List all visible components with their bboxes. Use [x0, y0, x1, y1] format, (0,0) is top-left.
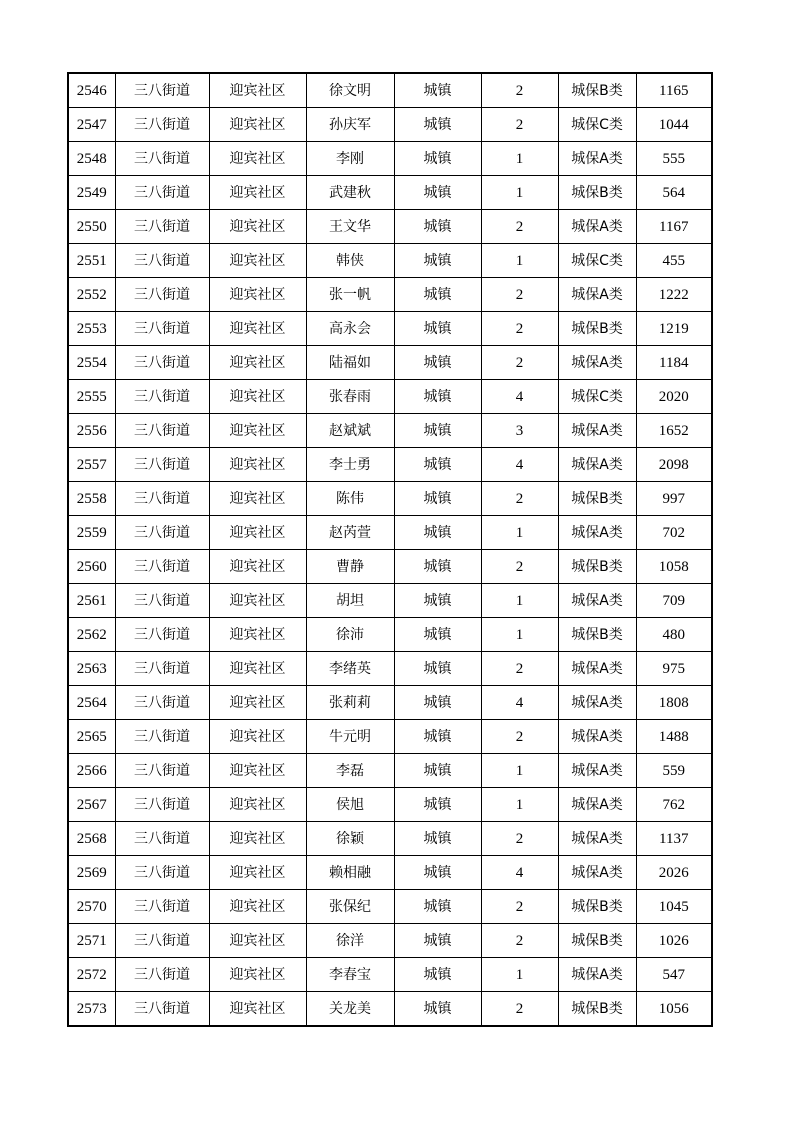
- row-number-cell: 2570: [68, 890, 115, 924]
- name-cell: 赵斌斌: [306, 414, 394, 448]
- row-number-cell: 2551: [68, 244, 115, 278]
- category-cell: 城保B类: [558, 992, 636, 1027]
- community-cell: 迎宾社区: [209, 584, 306, 618]
- subdistrict-cell: 三八街道: [115, 414, 209, 448]
- table-row: [68, 448, 712, 482]
- table-row: [68, 244, 712, 278]
- subdistrict-cell: 三八街道: [115, 924, 209, 958]
- category-cell: 城保A类: [558, 346, 636, 380]
- amount-cell: 2098: [636, 448, 712, 482]
- amount-cell: 1652: [636, 414, 712, 448]
- table-row: [68, 414, 712, 448]
- household-size-cell: 4: [481, 448, 558, 482]
- subdistrict-cell: 三八街道: [115, 73, 209, 108]
- area-type-cell: 城镇: [394, 584, 481, 618]
- subdistrict-cell: 三八街道: [115, 788, 209, 822]
- community-cell: 迎宾社区: [209, 516, 306, 550]
- area-type-cell: 城镇: [394, 550, 481, 584]
- name-cell: 高永会: [306, 312, 394, 346]
- row-number-cell: 2556: [68, 414, 115, 448]
- name-cell: 赖相融: [306, 856, 394, 890]
- household-size-cell: 1: [481, 142, 558, 176]
- name-cell: 徐文明: [306, 73, 394, 108]
- name-cell: 侯旭: [306, 788, 394, 822]
- area-type-cell: 城镇: [394, 73, 481, 108]
- community-cell: 迎宾社区: [209, 278, 306, 312]
- subdistrict-cell: 三八街道: [115, 108, 209, 142]
- category-cell: 城保B类: [558, 176, 636, 210]
- category-cell: 城保C类: [558, 108, 636, 142]
- amount-cell: 480: [636, 618, 712, 652]
- name-cell: 牛元明: [306, 720, 394, 754]
- table-row: [68, 924, 712, 958]
- row-number-cell: 2566: [68, 754, 115, 788]
- household-size-cell: 1: [481, 584, 558, 618]
- table-row: [68, 958, 712, 992]
- community-cell: 迎宾社区: [209, 176, 306, 210]
- category-cell: 城保A类: [558, 278, 636, 312]
- household-size-cell: 2: [481, 652, 558, 686]
- household-size-cell: 2: [481, 890, 558, 924]
- community-cell: 迎宾社区: [209, 108, 306, 142]
- community-cell: 迎宾社区: [209, 754, 306, 788]
- subdistrict-cell: 三八街道: [115, 244, 209, 278]
- community-cell: 迎宾社区: [209, 482, 306, 516]
- row-number-cell: 2553: [68, 312, 115, 346]
- subdistrict-cell: 三八街道: [115, 618, 209, 652]
- household-size-cell: 1: [481, 244, 558, 278]
- category-cell: 城保A类: [558, 686, 636, 720]
- area-type-cell: 城镇: [394, 312, 481, 346]
- table-row: [68, 73, 712, 108]
- subdistrict-cell: 三八街道: [115, 482, 209, 516]
- table-row: [68, 482, 712, 516]
- community-cell: 迎宾社区: [209, 448, 306, 482]
- category-cell: 城保A类: [558, 720, 636, 754]
- category-cell: 城保A类: [558, 584, 636, 618]
- category-cell: 城保A类: [558, 448, 636, 482]
- amount-cell: 2026: [636, 856, 712, 890]
- household-size-cell: 1: [481, 788, 558, 822]
- category-cell: 城保B类: [558, 482, 636, 516]
- amount-cell: 1184: [636, 346, 712, 380]
- area-type-cell: 城镇: [394, 142, 481, 176]
- community-cell: 迎宾社区: [209, 73, 306, 108]
- name-cell: 孙庆军: [306, 108, 394, 142]
- row-number-cell: 2567: [68, 788, 115, 822]
- category-cell: 城保A类: [558, 822, 636, 856]
- community-cell: 迎宾社区: [209, 142, 306, 176]
- name-cell: 张一帆: [306, 278, 394, 312]
- amount-cell: 455: [636, 244, 712, 278]
- area-type-cell: 城镇: [394, 822, 481, 856]
- household-size-cell: 2: [481, 73, 558, 108]
- row-number-cell: 2550: [68, 210, 115, 244]
- name-cell: 李春宝: [306, 958, 394, 992]
- area-type-cell: 城镇: [394, 890, 481, 924]
- amount-cell: 1026: [636, 924, 712, 958]
- category-cell: 城保A类: [558, 142, 636, 176]
- subdistrict-cell: 三八街道: [115, 686, 209, 720]
- name-cell: 李刚: [306, 142, 394, 176]
- table-row: [68, 380, 712, 414]
- household-size-cell: 2: [481, 312, 558, 346]
- amount-cell: 555: [636, 142, 712, 176]
- name-cell: 李绪英: [306, 652, 394, 686]
- community-cell: 迎宾社区: [209, 210, 306, 244]
- amount-cell: 1165: [636, 73, 712, 108]
- household-size-cell: 4: [481, 686, 558, 720]
- row-number-cell: 2555: [68, 380, 115, 414]
- name-cell: 徐洋: [306, 924, 394, 958]
- row-number-cell: 2560: [68, 550, 115, 584]
- household-size-cell: 1: [481, 754, 558, 788]
- household-size-cell: 1: [481, 618, 558, 652]
- area-type-cell: 城镇: [394, 176, 481, 210]
- row-number-cell: 2562: [68, 618, 115, 652]
- amount-cell: 1488: [636, 720, 712, 754]
- amount-cell: 1056: [636, 992, 712, 1027]
- community-cell: 迎宾社区: [209, 788, 306, 822]
- area-type-cell: 城镇: [394, 448, 481, 482]
- community-cell: 迎宾社区: [209, 618, 306, 652]
- subdistrict-cell: 三八街道: [115, 312, 209, 346]
- row-number-cell: 2559: [68, 516, 115, 550]
- table-row: [68, 176, 712, 210]
- row-number-cell: 2549: [68, 176, 115, 210]
- table-row: [68, 992, 712, 1027]
- table-row: [68, 822, 712, 856]
- household-size-cell: 2: [481, 278, 558, 312]
- subdistrict-cell: 三八街道: [115, 210, 209, 244]
- name-cell: 韩侠: [306, 244, 394, 278]
- area-type-cell: 城镇: [394, 482, 481, 516]
- subdistrict-cell: 三八街道: [115, 890, 209, 924]
- community-cell: 迎宾社区: [209, 686, 306, 720]
- household-size-cell: 4: [481, 380, 558, 414]
- category-cell: 城保B类: [558, 73, 636, 108]
- community-cell: 迎宾社区: [209, 652, 306, 686]
- household-size-cell: 2: [481, 822, 558, 856]
- table-row: [68, 210, 712, 244]
- amount-cell: 997: [636, 482, 712, 516]
- table-row: [68, 686, 712, 720]
- table-row: [68, 142, 712, 176]
- area-type-cell: 城镇: [394, 856, 481, 890]
- name-cell: 李磊: [306, 754, 394, 788]
- area-type-cell: 城镇: [394, 618, 481, 652]
- area-type-cell: 城镇: [394, 754, 481, 788]
- category-cell: 城保B类: [558, 550, 636, 584]
- row-number-cell: 2561: [68, 584, 115, 618]
- amount-cell: 1045: [636, 890, 712, 924]
- table-row: [68, 788, 712, 822]
- name-cell: 陈伟: [306, 482, 394, 516]
- subdistrict-cell: 三八街道: [115, 278, 209, 312]
- category-cell: 城保A类: [558, 754, 636, 788]
- household-size-cell: 2: [481, 482, 558, 516]
- household-size-cell: 1: [481, 176, 558, 210]
- household-size-cell: 2: [481, 550, 558, 584]
- table-row: [68, 856, 712, 890]
- category-cell: 城保C类: [558, 380, 636, 414]
- records-table: [67, 72, 713, 1027]
- row-number-cell: 2565: [68, 720, 115, 754]
- subdistrict-cell: 三八街道: [115, 176, 209, 210]
- amount-cell: 547: [636, 958, 712, 992]
- area-type-cell: 城镇: [394, 686, 481, 720]
- row-number-cell: 2546: [68, 73, 115, 108]
- table-row: [68, 720, 712, 754]
- household-size-cell: 2: [481, 210, 558, 244]
- household-size-cell: 1: [481, 958, 558, 992]
- area-type-cell: 城镇: [394, 652, 481, 686]
- subdistrict-cell: 三八街道: [115, 720, 209, 754]
- amount-cell: 1808: [636, 686, 712, 720]
- area-type-cell: 城镇: [394, 516, 481, 550]
- subdistrict-cell: 三八街道: [115, 584, 209, 618]
- subdistrict-cell: 三八街道: [115, 822, 209, 856]
- household-size-cell: 2: [481, 720, 558, 754]
- amount-cell: 1058: [636, 550, 712, 584]
- name-cell: 赵芮萱: [306, 516, 394, 550]
- row-number-cell: 2568: [68, 822, 115, 856]
- amount-cell: 559: [636, 754, 712, 788]
- row-number-cell: 2572: [68, 958, 115, 992]
- table-row: [68, 584, 712, 618]
- name-cell: 李士勇: [306, 448, 394, 482]
- row-number-cell: 2558: [68, 482, 115, 516]
- amount-cell: 2020: [636, 380, 712, 414]
- amount-cell: 1167: [636, 210, 712, 244]
- table-row: [68, 550, 712, 584]
- category-cell: 城保A类: [558, 788, 636, 822]
- row-number-cell: 2552: [68, 278, 115, 312]
- amount-cell: 564: [636, 176, 712, 210]
- category-cell: 城保A类: [558, 516, 636, 550]
- name-cell: 陆福如: [306, 346, 394, 380]
- row-number-cell: 2569: [68, 856, 115, 890]
- subdistrict-cell: 三八街道: [115, 754, 209, 788]
- household-size-cell: 4: [481, 856, 558, 890]
- subdistrict-cell: 三八街道: [115, 958, 209, 992]
- name-cell: 徐沛: [306, 618, 394, 652]
- area-type-cell: 城镇: [394, 958, 481, 992]
- community-cell: 迎宾社区: [209, 856, 306, 890]
- household-size-cell: 3: [481, 414, 558, 448]
- row-number-cell: 2571: [68, 924, 115, 958]
- subdistrict-cell: 三八街道: [115, 516, 209, 550]
- amount-cell: 1137: [636, 822, 712, 856]
- area-type-cell: 城镇: [394, 210, 481, 244]
- community-cell: 迎宾社区: [209, 992, 306, 1027]
- category-cell: 城保A类: [558, 958, 636, 992]
- subdistrict-cell: 三八街道: [115, 992, 209, 1027]
- household-size-cell: 2: [481, 346, 558, 380]
- area-type-cell: 城镇: [394, 992, 481, 1027]
- community-cell: 迎宾社区: [209, 414, 306, 448]
- amount-cell: 975: [636, 652, 712, 686]
- name-cell: 徐颖: [306, 822, 394, 856]
- community-cell: 迎宾社区: [209, 312, 306, 346]
- name-cell: 王文华: [306, 210, 394, 244]
- subdistrict-cell: 三八街道: [115, 856, 209, 890]
- amount-cell: 1044: [636, 108, 712, 142]
- name-cell: 张莉莉: [306, 686, 394, 720]
- subdistrict-cell: 三八街道: [115, 380, 209, 414]
- amount-cell: 709: [636, 584, 712, 618]
- category-cell: 城保B类: [558, 890, 636, 924]
- amount-cell: 1219: [636, 312, 712, 346]
- household-size-cell: 2: [481, 108, 558, 142]
- category-cell: 城保A类: [558, 856, 636, 890]
- community-cell: 迎宾社区: [209, 380, 306, 414]
- area-type-cell: 城镇: [394, 278, 481, 312]
- name-cell: 曹静: [306, 550, 394, 584]
- table-row: [68, 516, 712, 550]
- table-row: [68, 346, 712, 380]
- subdistrict-cell: 三八街道: [115, 652, 209, 686]
- subdistrict-cell: 三八街道: [115, 550, 209, 584]
- table-row: [68, 108, 712, 142]
- household-size-cell: 1: [481, 516, 558, 550]
- community-cell: 迎宾社区: [209, 890, 306, 924]
- row-number-cell: 2564: [68, 686, 115, 720]
- subdistrict-cell: 三八街道: [115, 142, 209, 176]
- area-type-cell: 城镇: [394, 244, 481, 278]
- area-type-cell: 城镇: [394, 414, 481, 448]
- household-size-cell: 2: [481, 924, 558, 958]
- table-row: [68, 890, 712, 924]
- table-body: [68, 73, 712, 1026]
- row-number-cell: 2547: [68, 108, 115, 142]
- name-cell: 张春雨: [306, 380, 394, 414]
- name-cell: 关龙美: [306, 992, 394, 1027]
- category-cell: 城保C类: [558, 244, 636, 278]
- amount-cell: 702: [636, 516, 712, 550]
- name-cell: 胡坦: [306, 584, 394, 618]
- table-row: [68, 278, 712, 312]
- area-type-cell: 城镇: [394, 720, 481, 754]
- community-cell: 迎宾社区: [209, 720, 306, 754]
- category-cell: 城保A类: [558, 210, 636, 244]
- name-cell: 张保纪: [306, 890, 394, 924]
- subdistrict-cell: 三八街道: [115, 346, 209, 380]
- community-cell: 迎宾社区: [209, 958, 306, 992]
- table-row: [68, 754, 712, 788]
- name-cell: 武建秋: [306, 176, 394, 210]
- category-cell: 城保B类: [558, 312, 636, 346]
- row-number-cell: 2554: [68, 346, 115, 380]
- subdistrict-cell: 三八街道: [115, 448, 209, 482]
- table-row: [68, 652, 712, 686]
- household-size-cell: 2: [481, 992, 558, 1027]
- community-cell: 迎宾社区: [209, 822, 306, 856]
- row-number-cell: 2573: [68, 992, 115, 1027]
- amount-cell: 762: [636, 788, 712, 822]
- category-cell: 城保B类: [558, 618, 636, 652]
- area-type-cell: 城镇: [394, 108, 481, 142]
- table-row: [68, 312, 712, 346]
- category-cell: 城保A类: [558, 652, 636, 686]
- category-cell: 城保A类: [558, 414, 636, 448]
- area-type-cell: 城镇: [394, 924, 481, 958]
- community-cell: 迎宾社区: [209, 346, 306, 380]
- amount-cell: 1222: [636, 278, 712, 312]
- table-row: [68, 618, 712, 652]
- row-number-cell: 2563: [68, 652, 115, 686]
- community-cell: 迎宾社区: [209, 924, 306, 958]
- area-type-cell: 城镇: [394, 788, 481, 822]
- row-number-cell: 2548: [68, 142, 115, 176]
- community-cell: 迎宾社区: [209, 244, 306, 278]
- area-type-cell: 城镇: [394, 380, 481, 414]
- area-type-cell: 城镇: [394, 346, 481, 380]
- community-cell: 迎宾社区: [209, 550, 306, 584]
- row-number-cell: 2557: [68, 448, 115, 482]
- category-cell: 城保B类: [558, 924, 636, 958]
